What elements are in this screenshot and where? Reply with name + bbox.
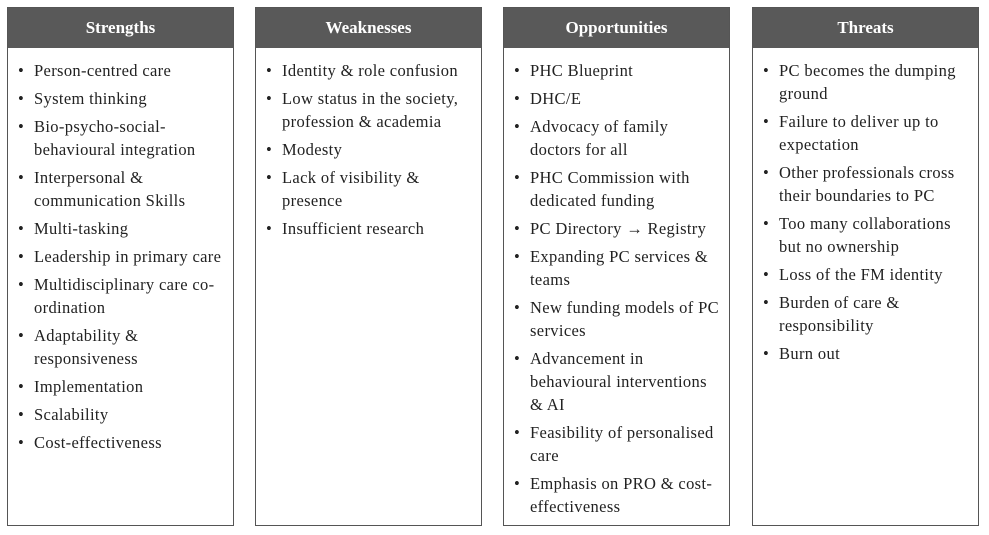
list-item: • PHC Blueprint xyxy=(514,61,634,80)
opportunities-column xyxy=(503,7,730,526)
bullet-icon: • xyxy=(763,293,770,312)
bullet-icon: • xyxy=(18,168,25,187)
strengths-column xyxy=(7,7,234,526)
list-item: • Scalability xyxy=(18,405,109,424)
list-item: • Cost-effectiveness xyxy=(18,433,162,452)
bullet-icon: • xyxy=(763,214,770,233)
threats-list xyxy=(753,48,978,365)
list-item: • Advancement in behavioural interventions & AI xyxy=(514,349,707,414)
bullet-icon: • xyxy=(18,275,25,294)
list-item: • Insufficient research xyxy=(266,219,425,238)
bullet-icon: • xyxy=(763,112,770,131)
bullet-icon: • xyxy=(18,377,25,396)
bullet-icon: • xyxy=(514,168,521,187)
list-item: • Bio-psycho-social-behavioural integration xyxy=(18,117,196,159)
list-item: • DHC/E xyxy=(514,89,582,108)
list-item: • Person-centred care xyxy=(18,61,172,80)
bullet-icon: • xyxy=(18,61,25,80)
list-item: • Loss of the FM identity xyxy=(763,265,943,284)
bullet-icon: • xyxy=(18,219,25,238)
bullet-icon: • xyxy=(514,423,521,442)
bullet-icon: • xyxy=(514,89,521,108)
list-item: • Multidisciplinary care co-ordination xyxy=(18,275,215,317)
list-item: • Too many collaborations but no ownership xyxy=(763,214,951,256)
bullet-icon: • xyxy=(266,219,273,238)
list-item: • Burn out xyxy=(763,344,841,363)
bullet-icon: • xyxy=(18,89,25,108)
list-item: • PC becomes the dumping ground xyxy=(763,61,956,103)
list-item: • Adaptability & responsiveness xyxy=(18,326,139,368)
list-item: • Low status in the society, profession & academia xyxy=(266,89,459,131)
list-item: • Modesty xyxy=(266,140,343,159)
list-item: • Implementation xyxy=(18,377,144,396)
weaknesses-column xyxy=(255,7,482,526)
bullet-icon: • xyxy=(514,474,521,493)
strengths-header: Strengths xyxy=(8,8,233,48)
list-item: • Leadership in primary care xyxy=(18,247,222,266)
bullet-icon: • xyxy=(514,349,521,368)
threats-header: Threats xyxy=(753,8,978,48)
bullet-icon: • xyxy=(763,344,770,363)
bullet-icon: • xyxy=(266,61,273,80)
opportunities-list xyxy=(504,48,729,518)
weaknesses-header: Weaknesses xyxy=(256,8,481,48)
list-item: • Burden of care & responsibility xyxy=(763,293,900,335)
list-item: • Expanding PC services & teams xyxy=(514,247,709,289)
list-item: • PC Directory → Registry xyxy=(514,219,707,238)
list-item: • Interpersonal & communication Skills xyxy=(18,168,186,210)
bullet-icon: • xyxy=(18,117,25,136)
list-item: • System thinking xyxy=(18,89,147,108)
list-item: • Lack of visibility & presence xyxy=(266,168,420,210)
bullet-icon: • xyxy=(18,247,25,266)
list-item: • PHC Commission with dedicated funding xyxy=(514,168,690,210)
opportunities-header: Opportunities xyxy=(504,8,729,48)
list-item: • New funding models of PC services xyxy=(514,298,719,340)
list-item: • Feasibility of personalised care xyxy=(514,423,714,465)
bullet-icon: • xyxy=(514,61,521,80)
weaknesses-list xyxy=(256,48,481,240)
list-item: • Identity & role confusion xyxy=(266,61,459,80)
bullet-icon: • xyxy=(18,405,25,424)
bullet-icon: • xyxy=(18,326,25,345)
list-item: • Multi-tasking xyxy=(18,219,129,238)
bullet-icon: • xyxy=(266,168,273,187)
bullet-icon: • xyxy=(266,89,273,108)
bullet-icon: • xyxy=(514,219,521,238)
bullet-icon: • xyxy=(763,163,770,182)
list-item: • Advocacy of family doctors for all xyxy=(514,117,669,159)
threats-column xyxy=(752,7,979,526)
bullet-icon: • xyxy=(514,298,521,317)
list-item: • Other professionals cross their boundaries to PC xyxy=(763,163,955,205)
bullet-icon: • xyxy=(18,433,25,452)
bullet-icon: • xyxy=(514,117,521,136)
strengths-list xyxy=(8,48,233,454)
bullet-icon: • xyxy=(763,61,770,80)
bullet-icon: • xyxy=(763,265,770,284)
bullet-icon: • xyxy=(514,247,521,266)
bullet-icon: • xyxy=(266,140,273,159)
list-item: • Failure to deliver up to expectation xyxy=(763,112,939,154)
list-item: • Emphasis on PRO & cost-effectiveness xyxy=(514,474,713,516)
